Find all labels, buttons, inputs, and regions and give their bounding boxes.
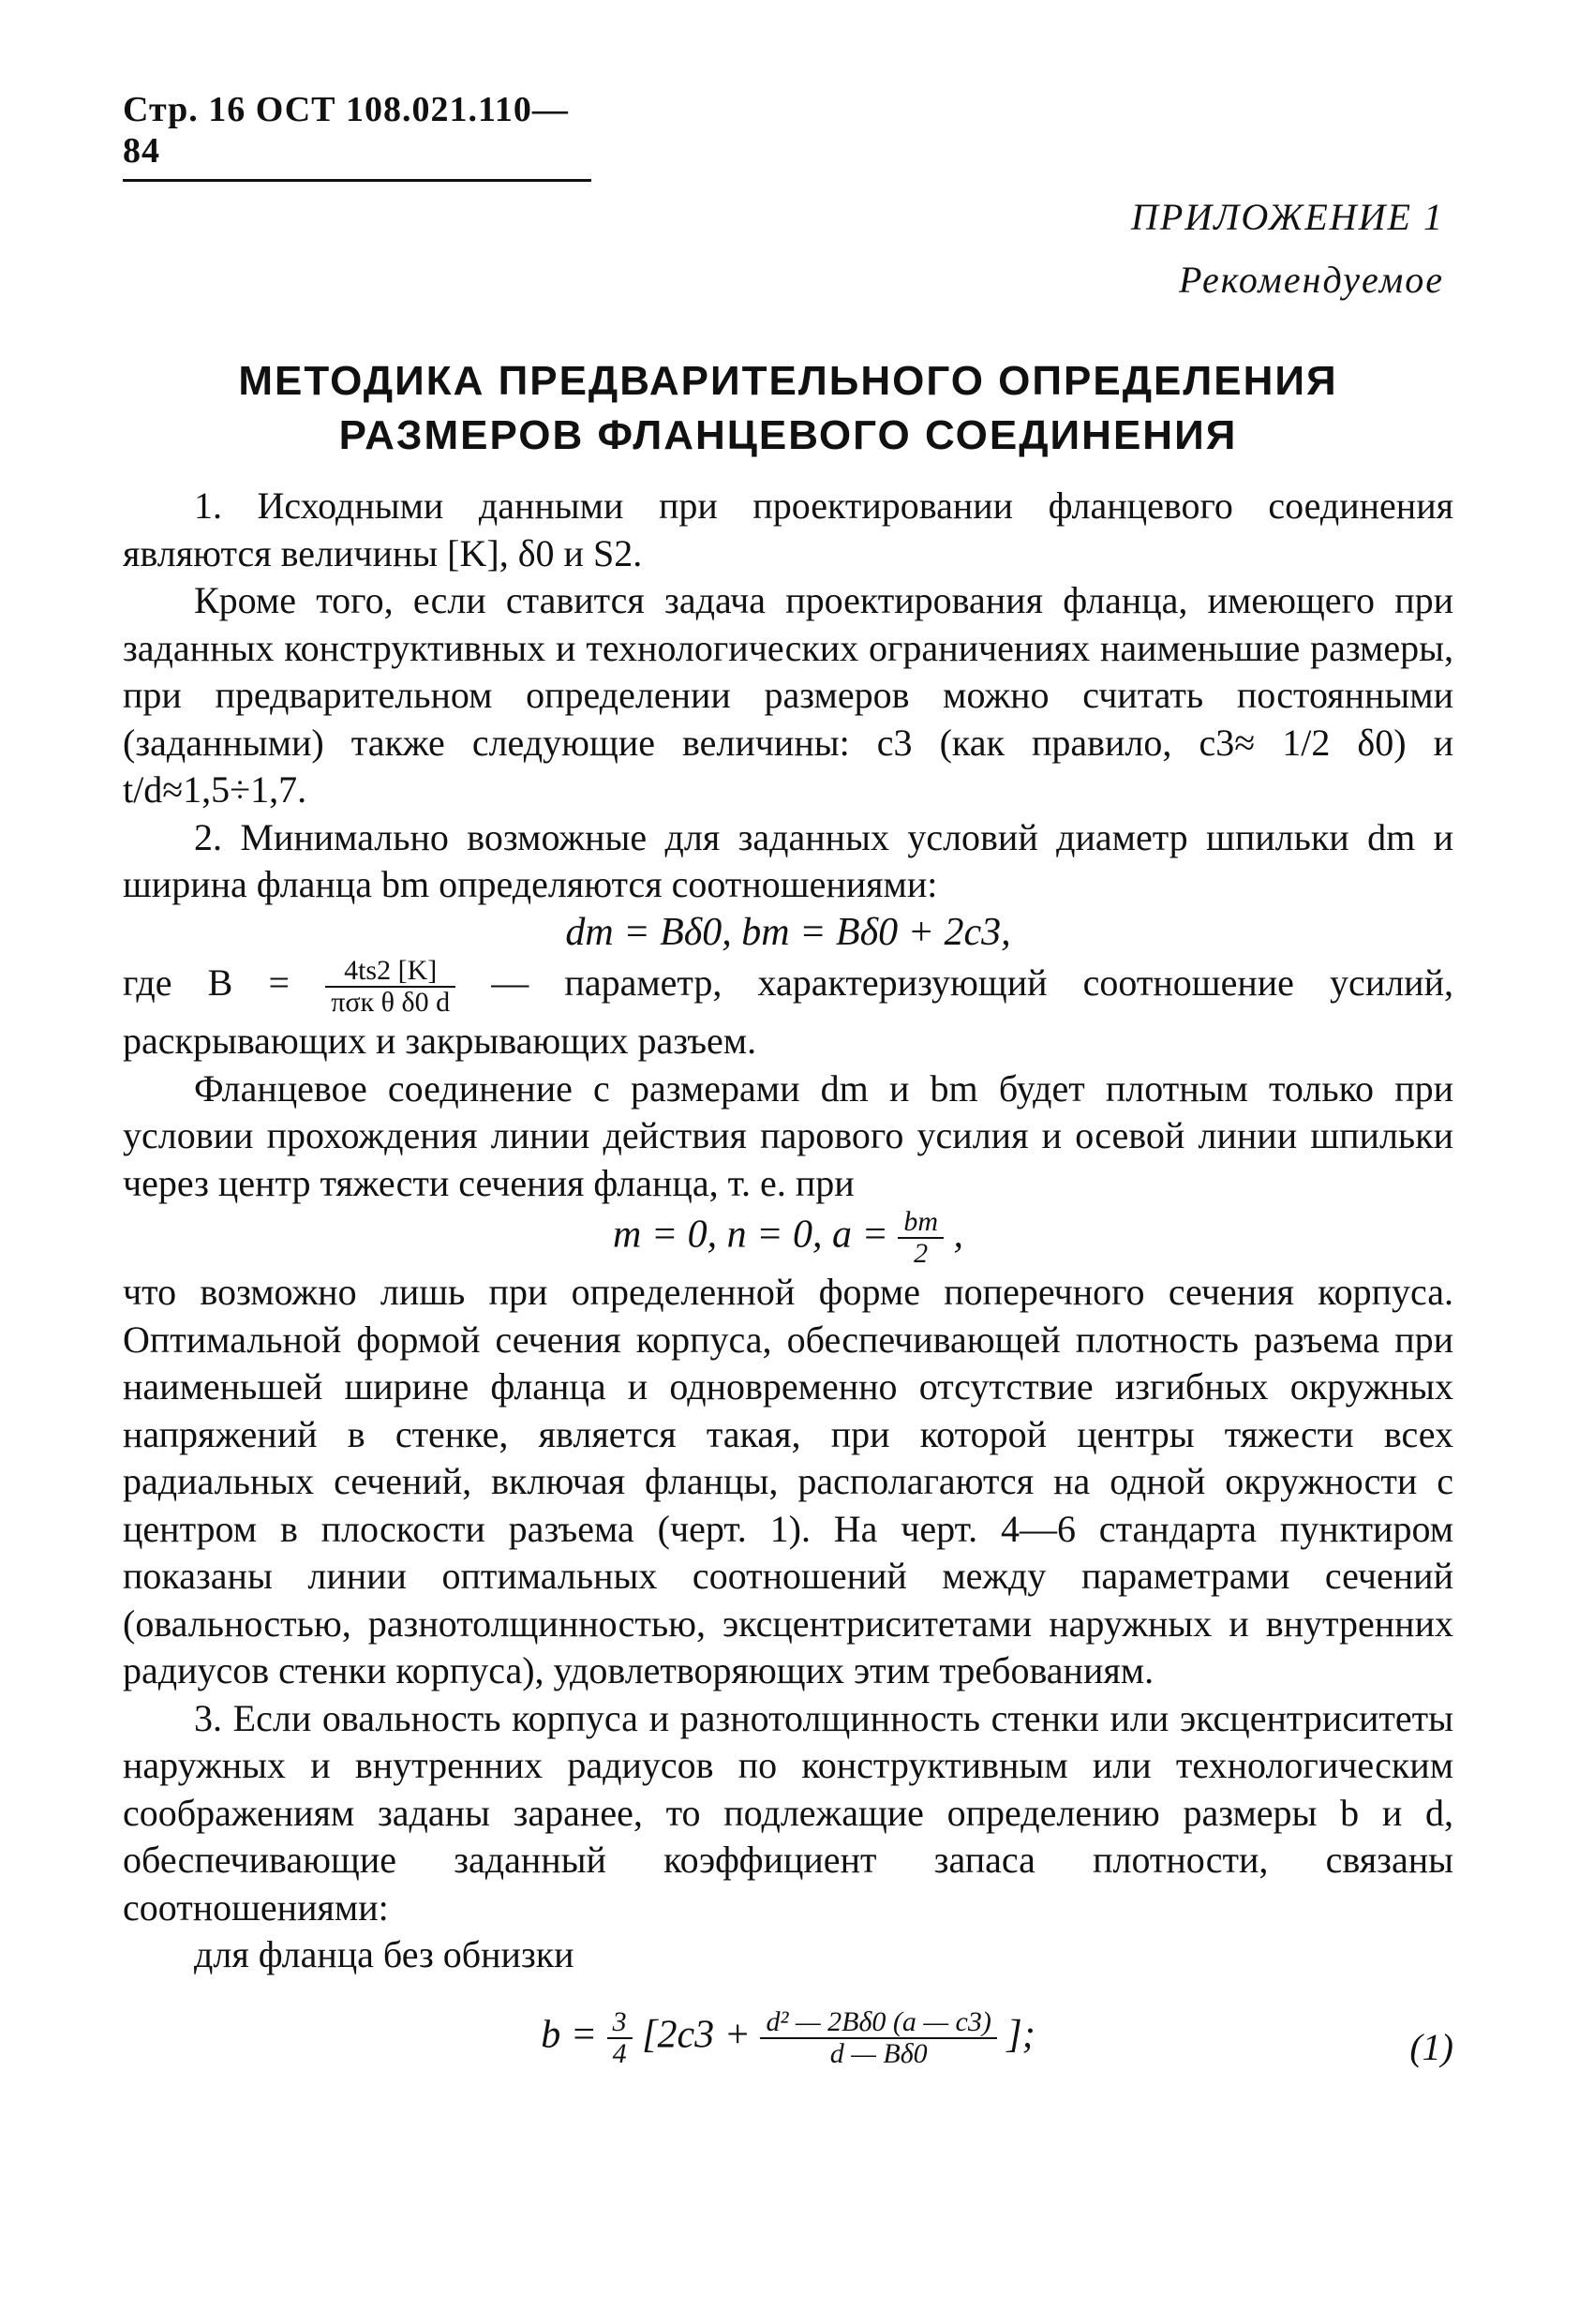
equation-1-coefficient <box>607 2007 633 2069</box>
param-b-prefix: где B = <box>123 961 290 1005</box>
param-b-description: — параметр, характеризующий соотношение усилий, раскрывающих и закрывающих разъем. <box>123 961 1453 1062</box>
fraction-numerator: 4ts2 [K] <box>325 956 455 988</box>
fraction-numerator: d² — 2Bδ0 (a — c3) <box>760 2007 996 2039</box>
fraction-numerator: 3 <box>607 2007 633 2039</box>
fraction-denominator: d — Bδ0 <box>829 2037 928 2069</box>
paragraph-4 <box>123 956 1453 1065</box>
paragraph-3: 2. Минимально возможные для заданных условий диаметр шпильки dm и ширина фланца bm определяются соотношениями: <box>123 815 1453 905</box>
document-title-line-2: РАЗМЕРОВ ФЛАНЦЕВОГО СОЕДИНЕНИЯ <box>338 412 1238 458</box>
paragraph-8: для фланца без обнизки <box>194 1933 574 1975</box>
paragraph-1: 1. Исходными данными при проектировании фланцевого соединения являются величины [K], δ0 и S2. <box>123 484 1453 574</box>
fraction-numerator: bm <box>898 1207 944 1239</box>
formula-dm-bm: dm = Bδ0, bm = Bδ0 + 2c3, <box>565 910 1011 954</box>
document-title-line-1: МЕТОДИКА ПРЕДВАРИТЕЛЬНОГО ОПРЕДЕЛЕНИЯ <box>238 358 1338 404</box>
document-body <box>123 483 1453 2075</box>
paragraph-2: Кроме того, если ставится задача проектирования фланца, имеющего при заданных конструктивных и технологических ограничениях наименьшие размеры, при предварительном определении размеров можно считать постоянными (заданными) также следующие величины: c3 (как правило, c3≈ 1/2 δ0) и t/d≈1,5÷1,7. <box>123 579 1453 811</box>
paragraph-7: 3. Если овальность корпуса и разнотолщинность стенки или эксцентриситеты наружных и внутренних радиусов по конструктивным или технологическим соображениям заданы заранее, то подлежащие определению размеры b и d, обеспечивающие заданный коэффициент запаса плотности, связаны соотношениями: <box>123 1696 1453 1929</box>
paragraph-6: что возможно лишь при определенной форме поперечного сечения корпуса. Оптимальной формой сечения корпуса, обеспечивающей плотность разъема при наименьшей ширине фланца и одновременно отсутствие изгибных окружных напряжений в стенке, является такая, при которой центры тяжести всех радиальных сечений, включая фланцы, располагаются на одной окружности с центром в плоскости разъема (черт. 1). На черт. 4—6 стандарта пунктиром показаны линии оптимальных соотношений между параметрами сечений (овальностью, разнотолщинностью, эксцентриситетами наружных и внутренних радиусов стенки корпуса), удовлетворяющих этим требованиям. <box>123 1271 1453 1691</box>
paragraph-5: Фланцевое соединение с размерами dm и bm будет плотным только при условии прохождения линии действия парового усилия и осевой линии шпильки через центр тяжести сечения фланца, т. е. при <box>123 1066 1454 1204</box>
formula-conditions-fraction <box>898 1207 944 1269</box>
equation-1-open-bracket: [2c3 + <box>642 2013 751 2057</box>
appendix-status: Рекомендуемое <box>1178 259 1444 301</box>
fraction-denominator: πσк θ δ0 d <box>331 987 451 1018</box>
param-b-fraction <box>325 956 455 1018</box>
fraction-denominator: 4 <box>612 2037 627 2069</box>
formula-conditions-comma: , <box>953 1213 964 1257</box>
equation-1-number: (1) <box>1409 2025 1453 2068</box>
formula-conditions-text: m = 0, n = 0, a = <box>612 1213 888 1257</box>
fraction-denominator: 2 <box>914 1238 929 1269</box>
formula-conditions <box>123 1207 1453 1269</box>
equation-1-lhs: b = <box>541 2013 598 2057</box>
equation-1 <box>123 2007 1453 2069</box>
equation-1-close-bracket: ]; <box>1006 2013 1035 2057</box>
page-header: Стр. 16 ОСТ 108.021.110—84 <box>123 89 591 182</box>
equation-1-fraction <box>760 2007 996 2069</box>
appendix-label: ПРИЛОЖЕНИЕ 1 <box>1131 196 1444 238</box>
